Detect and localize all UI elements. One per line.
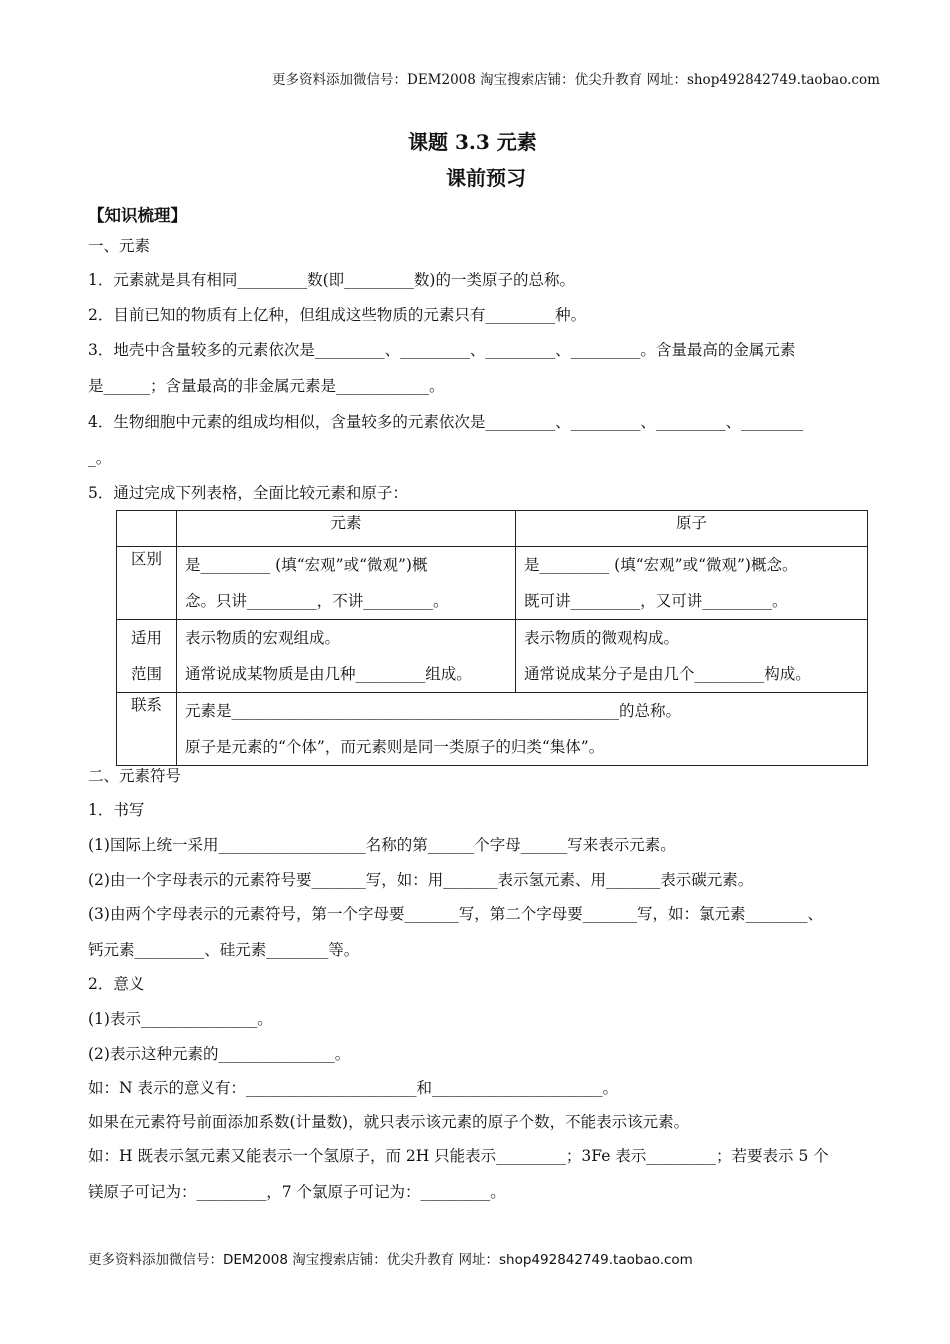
question-3-line2: 是______；含量最高的非金属元素是____________。 — [88, 377, 445, 395]
writing-2: (2)由一个字母表示的元素符号要_______写，如：用_______表示氢元素、用_______表示碳元素。 — [88, 871, 754, 889]
row-difference-element — [177, 547, 516, 620]
question-1: 1．元素就是具有相同_________数(即_________数)的一类原子的总称。 — [88, 271, 575, 289]
row-difference-atom-line1: 是_________ (填“宏观”或“微观”)概念。 — [524, 556, 798, 574]
subsection-writing: 1．书写 — [88, 801, 145, 819]
table-header-row — [117, 511, 868, 547]
row-difference-element-line2: 念。只讲_________，不讲_________。 — [185, 592, 449, 610]
page-footer: 更多资料添加微信号：DEM2008 淘宝搜索店铺：优尖升教育 网址：shop492842749.taobao.com — [88, 1252, 693, 1268]
row-relation-label: 联系 — [117, 693, 177, 766]
row-relation-line1: 元素是__________________________________________________的总称。 — [185, 702, 682, 720]
question-2: 2．目前已知的物质有上亿种，但组成这些物质的元素只有_________种。 — [88, 306, 587, 324]
question-4-line2: _。 — [88, 449, 112, 467]
question-5: 5．通过完成下列表格，全面比较元素和原子： — [88, 484, 408, 502]
row-scope-atom-line1: 表示物质的微观构成。 — [524, 629, 680, 647]
col-atom-header: 原子 — [516, 511, 868, 547]
meaning-coefficient-note: 如果在元素符号前面添加系数(计量数)，就只表示该元素的原子个数，不能表示该元素。 — [88, 1113, 690, 1131]
question-4-line1: 4．生物细胞中元素的组成均相似，含量较多的元素依次是_________、_________、_________、________ — [88, 413, 804, 431]
table-corner-cell — [117, 511, 177, 547]
row-scope-atom-line2: 通常说成某分子是由几个_________构成。 — [524, 665, 811, 683]
row-scope-element — [177, 620, 516, 693]
row-difference-element-line1: 是_________ (填“宏观”或“微观”)概 — [185, 556, 428, 574]
row-scope-label — [117, 620, 177, 693]
table-row-difference — [117, 547, 868, 620]
page-title: 课题 3.3 元素 — [408, 130, 537, 154]
row-difference-atom — [516, 547, 868, 620]
writing-1: (1)国际上统一采用___________________名称的第______个字母______写来表示元素。 — [88, 836, 676, 854]
subsection-meaning: 2．意义 — [88, 975, 145, 993]
row-relation-line2: 原子是元素的“个体”，而元素则是同一类原子的归类“集体”。 — [185, 738, 605, 756]
knowledge-heading: 【知识梳理】 — [88, 206, 187, 225]
row-scope-atom — [516, 620, 868, 693]
question-3-line1: 3．地壳中含量较多的元素依次是_________、_________、_________、_________。含量最高的金属元素 — [88, 341, 796, 359]
meaning-example-n: 如：N 表示的意义有：______________________和______________________。 — [88, 1079, 618, 1097]
row-difference-label: 区别 — [117, 547, 177, 620]
page-header: 更多资料添加微信号：DEM2008 淘宝搜索店铺：优尖升教育 网址：shop492842749.taobao.com — [272, 72, 880, 88]
comparison-table — [116, 510, 868, 766]
row-scope-element-line2: 通常说成某物质是由几种_________组成。 — [185, 665, 472, 683]
meaning-example-h-line2: 镁原子可记为：_________，7 个氯原子可记为：_________。 — [88, 1183, 506, 1201]
writing-3-line2: 钙元素_________、硅元素________等。 — [88, 941, 360, 959]
section2-heading: 二、元素符号 — [88, 767, 182, 785]
row-relation-content — [177, 693, 868, 766]
col-element-header: 元素 — [177, 511, 516, 547]
table-row-scope — [117, 620, 868, 693]
table-row-relation — [117, 693, 868, 766]
meaning-example-h-line1: 如：H 既表示氢元素又能表示一个氢原子，而 2H 只能表示_________；3Fe 表示_________；若要表示 5 个 — [88, 1147, 829, 1165]
row-scope-label-line1: 适用 — [130, 629, 162, 647]
meaning-1: (1)表示_______________。 — [88, 1010, 273, 1028]
row-scope-element-line1: 表示物质的宏观组成。 — [185, 629, 341, 647]
row-scope-label-line2: 范围 — [130, 665, 162, 683]
writing-3-line1: (3)由两个字母表示的元素符号，第一个字母要_______写，第二个字母要_______写，如：氯元素________、 — [88, 905, 823, 923]
row-difference-atom-line2: 既可讲_________，又可讲_________。 — [524, 592, 788, 610]
section1-heading: 一、元素 — [88, 237, 151, 255]
page-subtitle: 课前预习 — [446, 166, 526, 190]
meaning-2: (2)表示这种元素的_______________。 — [88, 1045, 351, 1063]
